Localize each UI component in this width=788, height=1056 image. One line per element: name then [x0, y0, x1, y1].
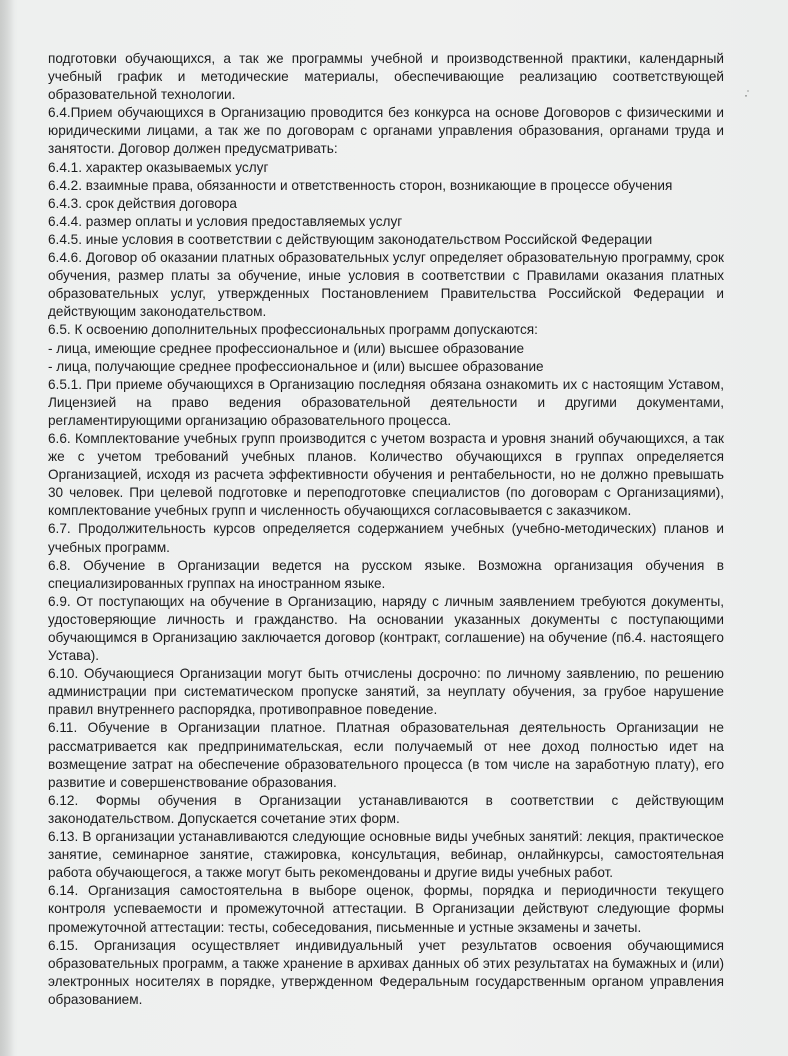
paragraph: 6.4.Прием обучающихся в Организацию проводится без конкурса на основе Договоров с физическими и юридическими лицами, а так же по договорам с органами управления образования, органами труда и занятости. Договор должен предусматривать:	[48, 105, 724, 157]
paragraph: 6.15. Организация осуществляет индивидуальный учет результатов освоения обучающимися образовательных программ, а также хранение в архивах данных об этих результатах на бумажных и (или) электронных носителях в порядке, утвержденном Федеральным государственным органом управления образованием.	[48, 937, 724, 1007]
paragraph: 6.14. Организация самостоятельна в выборе оценок, формы, порядка и периодичности текущего контроля успеваемости и промежуточной аттестации. В Организации действуют следующие формы промежуточной аттестации: тесты, собеседования, письменные и устные экзамены и зачеты.	[48, 883, 724, 935]
paragraph: 6.10. Обучающиеся Организации могут быть отчислены досрочно: по личному заявлению, по решению администрации при систематическом пропуске занятий, за неуплату обучения, за грубое нарушение правил внутреннего распорядка, противоправное поведение.	[48, 666, 724, 718]
paragraph: 6.11. Обучение в Организации платное. Платная образовательная деятельность Организации не рассматривается как предпринимательская, если получаемый от нее доход полностью идет на возмещение затрат на обеспечение образовательного процесса (в том числе на заработную плату), его развитие и совершенствование образования.	[48, 720, 724, 790]
paragraph: подготовки обучающихся, а так же программы учебной и производственной практики, календарный учебный график и методические материалы, обеспечивающие реализацию соответствующей образовательной технологии.	[48, 51, 724, 103]
paragraph: 6.4.2. взаимные права, обязанности и ответственность сторон, возникающие в процессе обучения	[48, 177, 673, 193]
paragraph: 6.4.1. характер оказываемых услуг	[48, 159, 269, 175]
scan-mark: ·̇	[744, 88, 748, 102]
paragraph: 6.5. К освоению дополнительных профессиональных программ допускаются:	[48, 322, 538, 338]
paragraph: 6.8. Обучение в Организации ведется на русском языке. Возможна организация обучения в специализированных группах на иностранном языке.	[48, 557, 724, 591]
paragraph: 6.4.4. размер оплаты и условия предоставляемых услуг	[48, 213, 403, 229]
paragraph: 6.13. В организации устанавливаются следующие основные виды учебных занятий: лекция, практическое занятие, семинарное занятие, стажировка, консультация, вебинар, онлайнкурсы, самостоятельная работа обучающегося, а также могут быть рекомендованы и другие виды учебных работ.	[48, 829, 724, 881]
paragraph: 6.4.6. Договор об оказании платных образовательных услуг определяет образовательную программу, срок обучения, размер платы за обучение, иные условия в соответствии с Правилами оказания платных образовательных услуг, утвержденных Постановлением Правительства Российской Федерации и действующим законодательством.	[48, 250, 724, 320]
paragraph: 6.7. Продолжительность курсов определяется содержанием учебных (учебно-методических) планов и учебных программ.	[48, 521, 724, 555]
paragraph: - лица, имеющие среднее профессиональное и (или) высшее образование	[48, 340, 525, 356]
paragraph: 6.4.5. иные условия в соответствии с действующим законодательством Российской Федерации	[48, 231, 653, 247]
paragraph: 6.6. Комплектование учебных групп производится с учетом возраста и уровня знаний обучающихся, а так же с учетом требований учебных планов. Количество обучающихся в группах определяется Организацией, исходя из расчета эффективности обучения и рентабельности, но не должно превышать 30 человек. При целевой подготовке и переподготовке специалистов (по договорам с Организациями), комплектование учебных групп и численность обучающихся согласовывается с заказчиком.	[48, 430, 724, 519]
paragraph: 6.4.3. срок действия договора	[48, 195, 237, 211]
page-edge-shadow	[0, 0, 14, 1056]
paragraph: 6.9. От поступающих на обучение в Организацию, наряду с личным заявлением требуются документы, удостоверяющие личность и гражданство. На основании указанных документы с поступающими обучающимся в Организацию заключается договор (контракт, соглашение) на обучение (п6.4. настоящего Устава).	[48, 593, 724, 664]
paragraph: - лица, получающие среднее профессиональное и (или) высшее образование	[48, 358, 544, 374]
paragraph: 6.12. Формы обучения в Организации устанавливаются в соответствии с действующим законодательством. Допускается сочетание этих форм.	[48, 792, 724, 826]
document-body	[48, 50, 724, 1009]
paragraph: 6.5.1. При приеме обучающихся в Организацию последняя обязана ознакомить их с настоящим Уставом, Лицензией на право ведения образовательной деятельности и другими документами, регламентирующими организацию образовательного процесса.	[48, 376, 724, 428]
